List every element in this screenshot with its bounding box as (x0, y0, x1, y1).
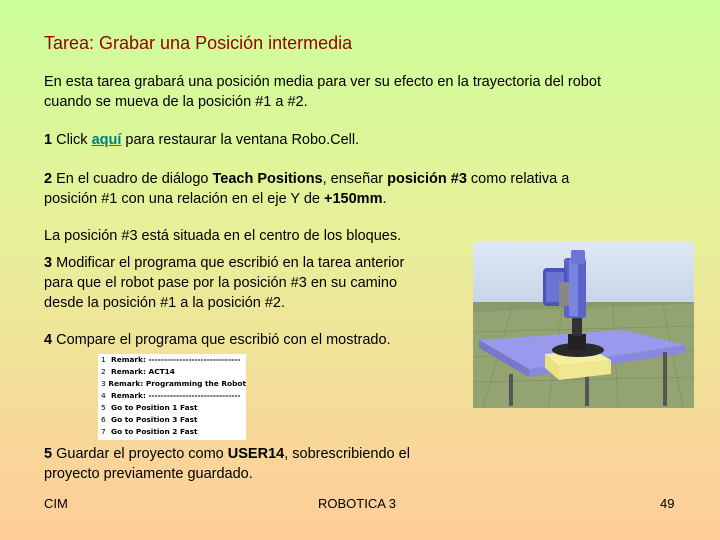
step-3-number: 3 (44, 255, 53, 271)
program-line (101, 378, 246, 390)
step-3-line-3: desde la posición #1 a la posición #2. (44, 295, 286, 311)
program-line (101, 354, 246, 366)
note-paragraph: La posición #3 está situada en el centro de los bloques. (44, 228, 402, 244)
step-1-post: para restaurar la ventana Robo.Cell. (121, 132, 360, 148)
intro-line-2: cuando se mueva de la posición #1 a #2. (44, 94, 308, 110)
line-number: 7 (101, 427, 106, 436)
line-number: 4 (101, 391, 106, 400)
step-1-pre: Click (52, 132, 92, 148)
step-4 (44, 330, 391, 350)
step-4-number: 4 (44, 332, 53, 348)
slide-title: Tarea: Grabar una Posición intermedia (44, 33, 353, 53)
step-1 (44, 130, 359, 150)
line-number: 1 (101, 355, 106, 364)
line-text: Remark: ------------------------------ (111, 355, 241, 364)
step-5-project-name: USER14 (227, 446, 285, 462)
step-2-offset: +150mm (324, 191, 383, 207)
robot-scene (473, 242, 694, 408)
step-5-number: 5 (44, 446, 53, 462)
step-2-text-a: En el cuadro de diálogo (52, 171, 213, 187)
line-text: Go to Position 3 Fast (111, 415, 198, 424)
step-1-number: 1 (44, 132, 53, 148)
program-line (101, 402, 246, 414)
line-text: Remark: ACT14 (111, 367, 175, 376)
step-2-text-e: como relativa a (466, 171, 570, 187)
step-2-number: 2 (44, 171, 53, 187)
step-2-position-3: posición #3 (387, 171, 467, 187)
footer-left: CIM (44, 496, 68, 511)
intro-line-1: En esta tarea grabará una posición media para ver su efecto en la trayectoria del robot (44, 74, 601, 90)
program-line (101, 390, 246, 402)
program-line (101, 426, 246, 438)
step-2-period: . (382, 191, 387, 207)
step-2-line-2: posición #1 con una relación en el eje Y de (44, 191, 325, 207)
program-line (101, 414, 246, 426)
line-text: Remark: Programming the Robot (108, 379, 246, 388)
program-listing (98, 354, 246, 440)
step-5-text-c: , sobrescribiendo el (284, 446, 410, 462)
step-2-teach-positions: Teach Positions (212, 171, 323, 187)
line-text: Go to Position 2 Fast (111, 427, 198, 436)
step-2 (44, 169, 569, 209)
step-5 (44, 444, 410, 484)
page-number: 49 (660, 496, 675, 511)
line-text: Remark: ------------------------------ (111, 391, 241, 400)
step-5-line-2: proyecto previamente guardado. (44, 466, 253, 482)
line-number: 2 (101, 367, 106, 376)
line-number: 6 (101, 415, 106, 424)
line-text: Go to Position 1 Fast (111, 403, 198, 412)
intro-paragraph (44, 72, 601, 112)
program-line (101, 366, 246, 378)
step-3-line-2: para que el robot pase por la posición #3 en su camino (44, 275, 398, 291)
step-4-text: Compare el programa que escribió con el mostrado. (52, 332, 391, 348)
robot-cell-image (473, 242, 694, 408)
step-5-text-a: Guardar el proyecto como (52, 446, 228, 462)
step-3 (44, 253, 404, 313)
step-3-line-1: Modificar el programa que escribió en la tarea anterior (52, 255, 405, 271)
restore-window-link[interactable]: aquí (91, 132, 122, 148)
line-number: 5 (101, 403, 106, 412)
footer-center: ROBOTICA 3 (318, 496, 397, 511)
step-2-text-c: , enseñar (322, 171, 388, 187)
line-number: 3 (101, 379, 106, 388)
